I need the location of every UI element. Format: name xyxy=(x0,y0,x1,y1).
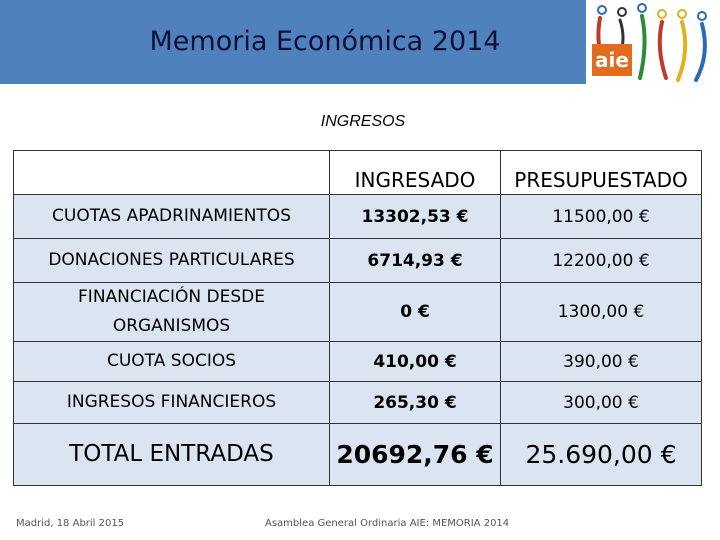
table-total-row xyxy=(14,424,702,486)
footer-date: Madrid, 18 Abril 2015 xyxy=(16,518,125,529)
row-ingresado: 265,30 € xyxy=(330,382,501,424)
row-label: CUOTAS APADRINAMIENTOS xyxy=(14,195,330,239)
row-presupuestado: 390,00 € xyxy=(501,342,702,382)
row-ingresado: 13302,53 € xyxy=(330,195,501,239)
total-label: TOTAL ENTRADAS xyxy=(14,424,330,486)
page-title: Memoria Económica 2014 xyxy=(149,26,501,57)
row-label: DONACIONES PARTICULARES xyxy=(14,239,330,283)
row-presupuestado: 300,00 € xyxy=(501,382,702,424)
row-label: CUOTA SOCIOS xyxy=(14,342,330,382)
row-presupuestado: 1300,00 € xyxy=(501,283,702,342)
row-presupuestado: 12200,00 € xyxy=(501,239,702,283)
row-label: FINANCIACIÓN DESDE ORGANISMOS xyxy=(14,283,330,342)
row-presupuestado: 11500,00 € xyxy=(501,195,702,239)
table-row xyxy=(14,283,702,342)
table-row xyxy=(14,342,702,382)
header-bar xyxy=(0,0,720,84)
row-ingresado: 0 € xyxy=(330,283,501,342)
header-presupuestado: PRESUPUESTADO xyxy=(501,151,702,195)
total-presupuestado: 25.690,00 € xyxy=(501,424,702,486)
table-row xyxy=(14,195,702,239)
table-row xyxy=(14,382,702,424)
table-row xyxy=(14,239,702,283)
table-header-row xyxy=(14,151,702,195)
footer-event: Asamblea General Ordinaria AIE: MEMORIA 2014 xyxy=(265,518,510,529)
section-subtitle: INGRESOS xyxy=(320,113,406,130)
total-ingresado: 20692,76 € xyxy=(330,424,501,486)
empty-header-cell xyxy=(14,151,330,195)
aie-logo xyxy=(586,0,720,84)
income-table xyxy=(13,150,702,486)
row-ingresado: 6714,93 € xyxy=(330,239,501,283)
row-label: INGRESOS FINANCIEROS xyxy=(14,382,330,424)
logo-text: aie xyxy=(595,48,629,72)
row-ingresado: 410,00 € xyxy=(330,342,501,382)
header-ingresado: INGRESADO xyxy=(330,151,501,195)
